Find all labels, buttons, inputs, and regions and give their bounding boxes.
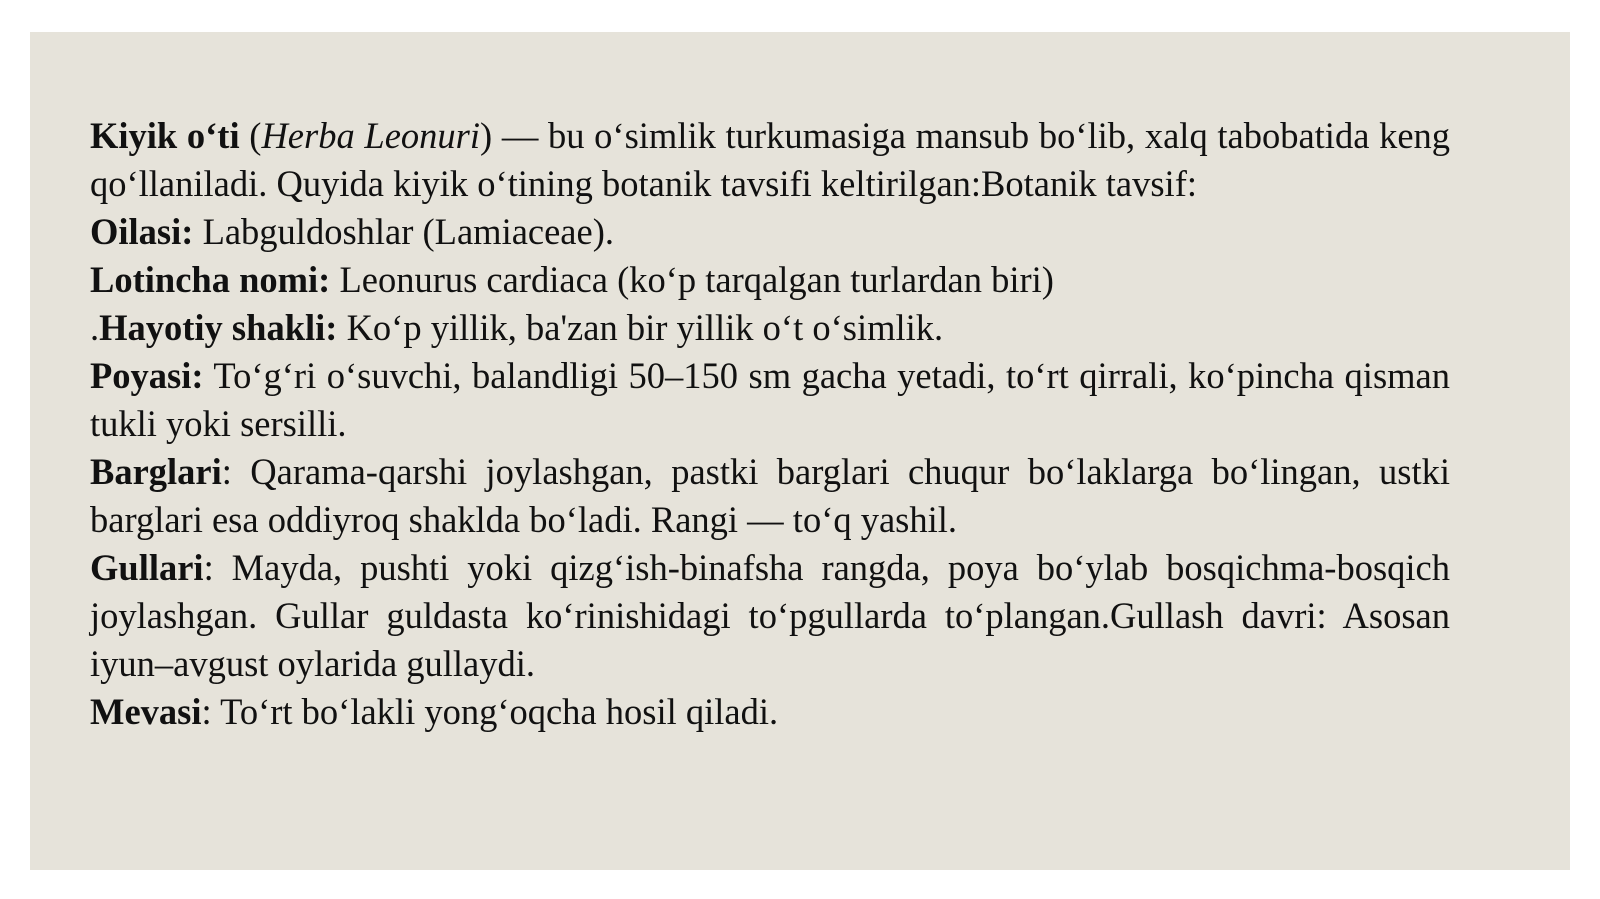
flowers-paragraph bbox=[90, 544, 1450, 688]
intro-rest: ) — bu o‘simlik turkumasiga mansub bo‘lib, xalq tabobatida keng qo‘llaniladi. Quyida kiyik o‘tining botanik tavsifi keltirilgan:Botanik tavsif: bbox=[90, 115, 1451, 204]
latin-name-paragraph bbox=[90, 256, 1450, 304]
leaves-label: Barglari bbox=[90, 451, 222, 492]
intro-open-paren: ( bbox=[239, 115, 262, 156]
intro-paragraph bbox=[90, 112, 1450, 208]
fruit-text: : To‘rt bo‘lakli yong‘oqcha hosil qiladi. bbox=[201, 691, 779, 732]
stem-text: To‘g‘ri o‘suvchi, balandligi 50–150 sm gacha yetadi, to‘rt qirrali, ko‘pincha qisman tukli yoki sersilli. bbox=[90, 355, 1450, 444]
family-text: Labguldoshlar (Lamiaceae). bbox=[193, 211, 614, 252]
slide-panel bbox=[30, 32, 1570, 870]
life-form-label: Hayotiy shakli: bbox=[99, 307, 338, 348]
latin-name-label: Lotincha nomi: bbox=[90, 259, 331, 300]
flowers-label: Gullari bbox=[90, 547, 204, 588]
life-form-paragraph bbox=[90, 304, 1450, 352]
intro-term: Kiyik o‘ti bbox=[90, 115, 240, 156]
leaves-text: : Qarama-qarshi joylashgan, pastki barglari chuqur bo‘laklarga bo‘lingan, ustki barglari esa oddiyroq shaklda bo‘ladi. Rangi — to‘q yashil. bbox=[90, 451, 1450, 540]
latin-name-text: Leonurus cardiaca (ko‘p tarqalgan turlardan biri) bbox=[330, 259, 1054, 300]
slide-text-body bbox=[90, 112, 1450, 736]
leaves-paragraph bbox=[90, 448, 1450, 544]
stem-label: Poyasi: bbox=[90, 355, 204, 396]
family-paragraph bbox=[90, 208, 1450, 256]
flowers-text: : Mayda, pushti yoki qizg‘ish-binafsha rangda, poya bo‘ylab bosqichma-bosqich joylashgan. Gullar guldasta ko‘rinishidagi to‘pgullarda to‘plangan.Gullash davri: Asosan iyun–avgust oylarida gullaydi. bbox=[90, 547, 1450, 684]
life-form-text: Ko‘p yillik, ba'zan bir yillik o‘t o‘simlik. bbox=[337, 307, 944, 348]
intro-latin-name: Herba Leonuri bbox=[261, 115, 480, 156]
family-label: Oilasi: bbox=[90, 211, 194, 252]
life-form-prefix: . bbox=[90, 307, 100, 348]
stem-paragraph bbox=[90, 352, 1450, 448]
fruit-paragraph bbox=[90, 688, 1450, 736]
fruit-label: Mevasi bbox=[90, 691, 202, 732]
